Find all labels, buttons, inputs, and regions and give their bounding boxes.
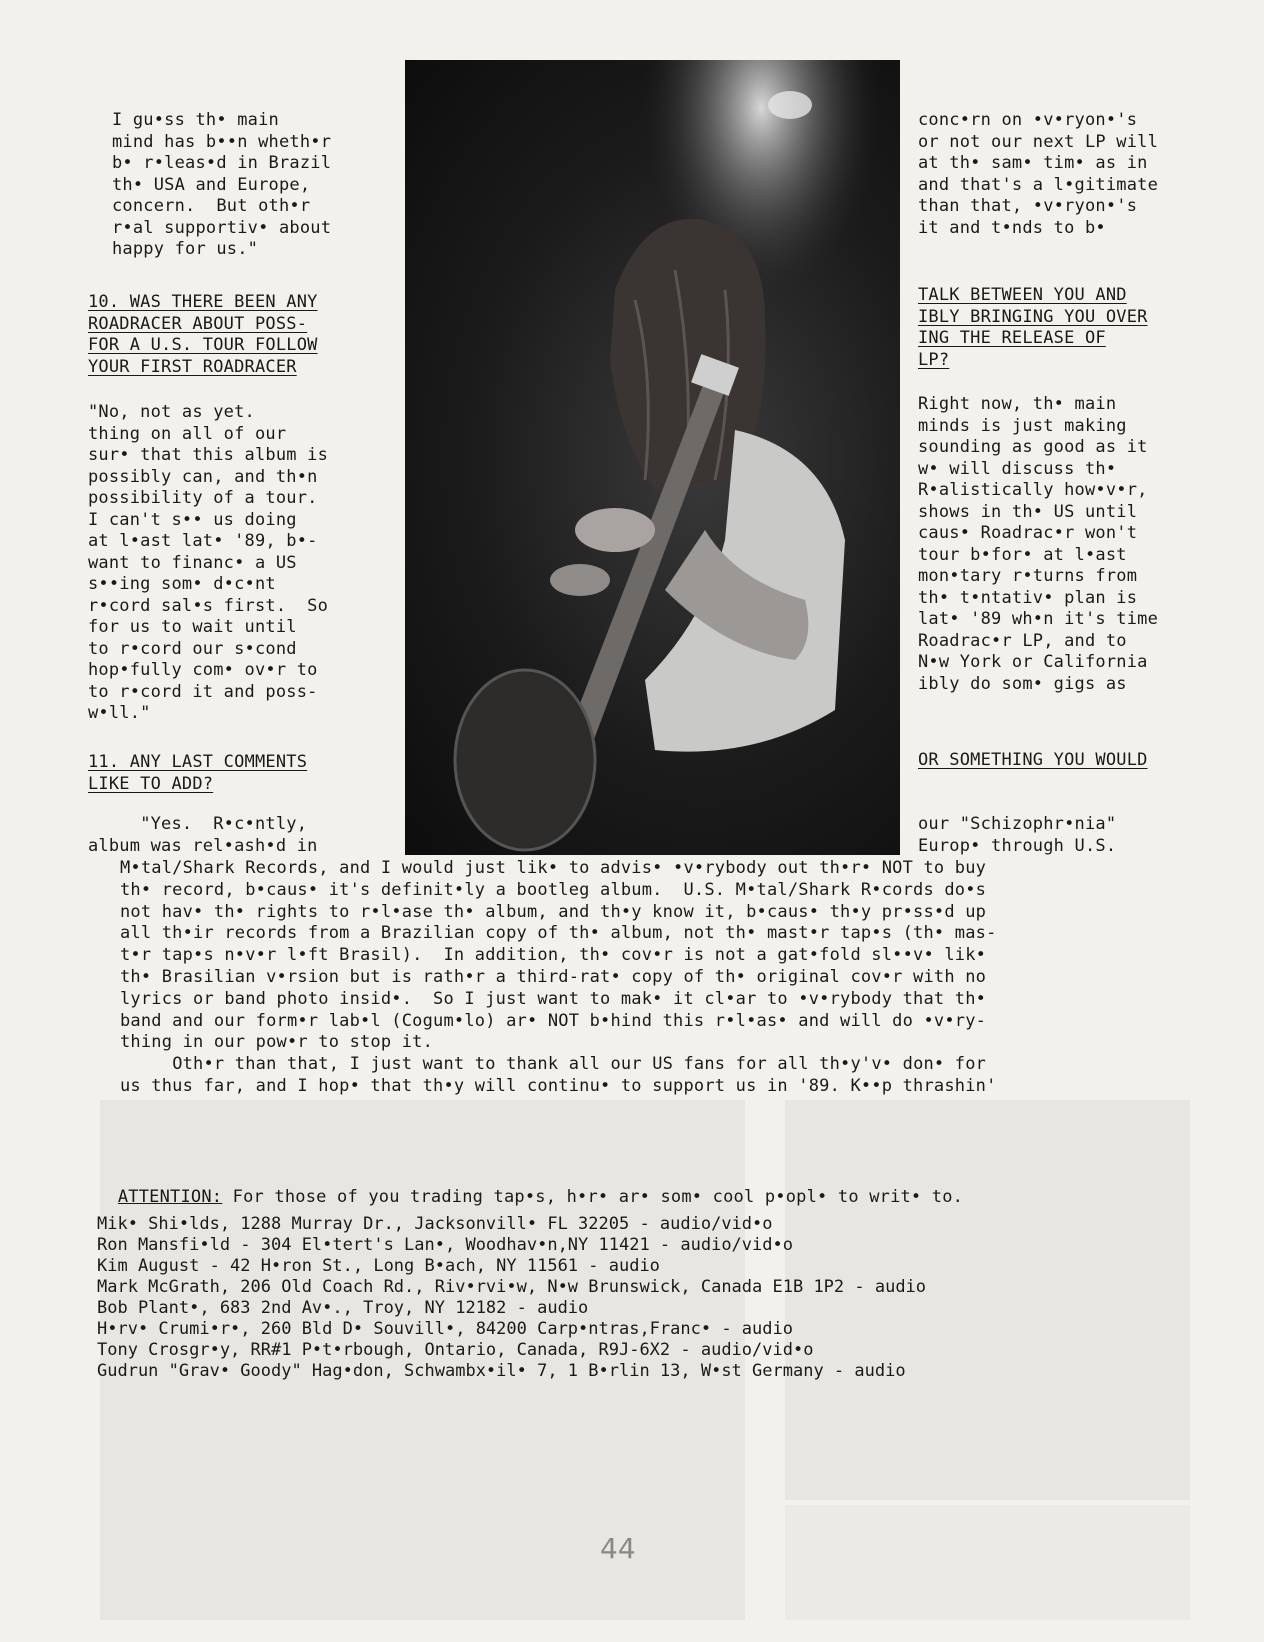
left-column-question-11: 11. ANY LAST COMMENTS LIKE TO ADD? (88, 752, 308, 794)
bleed-through-block (785, 1505, 1190, 1620)
address-line: H•rv• Crumi•r•, 260 Bld D• Souvill•, 84200 Carp•ntras,Franc• - audio (97, 1319, 793, 1339)
guitarist-photo (405, 60, 900, 855)
right-column-answer-10: Right now, th• main minds is just making sounding as good as it w• will discuss th• R•alistically how•v•r, shows in th• US until caus• Roadrac•r won't tour b•for• at l•ast mon•tary r•turns from th• t•ntativ• plan is lat• '89 wh•n it's time Roadrac•r LP, and to N•w York or California ibly do som• gigs as (918, 394, 1159, 694)
right-column-question-10: TALK BETWEEN YOU AND IBLY BRINGING YOU OVER ING THE RELEASE OF LP? (918, 285, 1148, 370)
bleed-through-block (785, 1100, 1190, 1500)
attention-line (97, 1165, 963, 1208)
address-line: Bob Plant•, 683 2nd Av•., Troy, NY 12182 - audio (97, 1298, 589, 1318)
attention-label: ATTENTION: (117, 1186, 223, 1207)
left-column-question-10: 10. WAS THERE BEEN ANY ROADRACER ABOUT POSS- FOR A U.S. TOUR FOLLOW YOUR FIRST ROADRACER (88, 292, 318, 377)
right-column-question-11: OR SOMETHING YOU WOULD (918, 750, 1148, 770)
left-column-paragraph-1: I gu•ss th• main mind has b••n wheth•r b• r•leas•d in Brazil th• USA and Europe, concern. But oth•r r•al supportiv• about happy for us." (112, 110, 332, 259)
address-line: Mark McGrath, 206 Old Coach Rd., Riv•rvi•w, N•w Brunswick, Canada E1B 1P2 - audio (97, 1277, 927, 1297)
address-line: Tony Crosgr•y, RR#1 P•t•rbough, Ontario, Canada, R9J-6X2 - audio/vid•o (97, 1340, 814, 1360)
address-line: Mik• Shi•lds, 1288 Murray Dr., Jacksonvill• FL 32205 - audio/vid•o (97, 1214, 773, 1234)
right-column-paragraph-1: conc•rn on •v•ryon•'s or not our next LP will at th• sam• tim• as in and that's a l•gitimate than that, •v•ryon•'s it and t•nds to b• (918, 110, 1159, 238)
full-width-answer-text: M•tal/Shark Records, and I would just lik• to advis• •v•rybody out th•r• NOT to buy th• record, b•caus• it's definit•ly a bootleg album. U.S. M•tal/Shark R•cords do•s not hav• th• rights to r•l•ase th• album, and th•y know it, b•caus• th•y pr•ss•d up all th•ir records from a Brazilian copy of th• album, not th• mast•r tap•s (th• mas- t•r tap•s n•v•r l•ft Brasil). In addition, th• cov•r is not a gat•fold sl••v• lik• th• Brasilian v•rsion but is rath•r a third-rat• copy of th• original cov•r with no lyrics or band photo insid•. So I just want to mak• it cl•ar to •v•rybody that th• band and our form•r lab•l (Cogum•lo) ar• NOT b•hind this r•l•as• and will do •v•ry- thing in our pow•r to stop it. Oth•r than that, I just want to thank all our US fans for all th•y'v• don• for us thus far, and I hop• that th•y will continu• to support us in '89. K••p thrashin' (120, 858, 997, 1096)
address-line: Kim August - 42 H•ron St., Long B•ach, NY 11561 - audio (97, 1256, 660, 1276)
attention-text: For those of you trading tap•s, h•r• ar• som• cool p•opl• to writ• to. (222, 1186, 964, 1207)
guitarist-illustration (405, 60, 900, 855)
address-line: Gudrun "Grav• Goody" Hag•don, Schwambx•il• 7, 1 B•rlin 13, W•st Germany - audio (97, 1361, 906, 1381)
left-column-answer-11: "Yes. R•c•ntly, album was rel•ash•d in (88, 814, 318, 856)
left-column-answer-10: "No, not as yet. thing on all of our sur• that this album is possibly can, and th•n possibility of a tour. I can't s•• us doing at l•ast lat• '89, b•- want to financ• a US s••ing som• d•c•nt r•cord sal•s first. So for us to wait until to r•cord our s•cond hop•fully com• ov•r to to r•cord it and poss- w•ll." (88, 402, 329, 723)
address-line: Ron Mansfi•ld - 304 El•tert's Lan•, Woodhav•n,NY 11421 - audio/vid•o (97, 1235, 793, 1255)
right-column-answer-11: our "Schizophr•nia" Europ• through U.S. (918, 814, 1117, 856)
page-number: 44 (600, 1532, 636, 1565)
